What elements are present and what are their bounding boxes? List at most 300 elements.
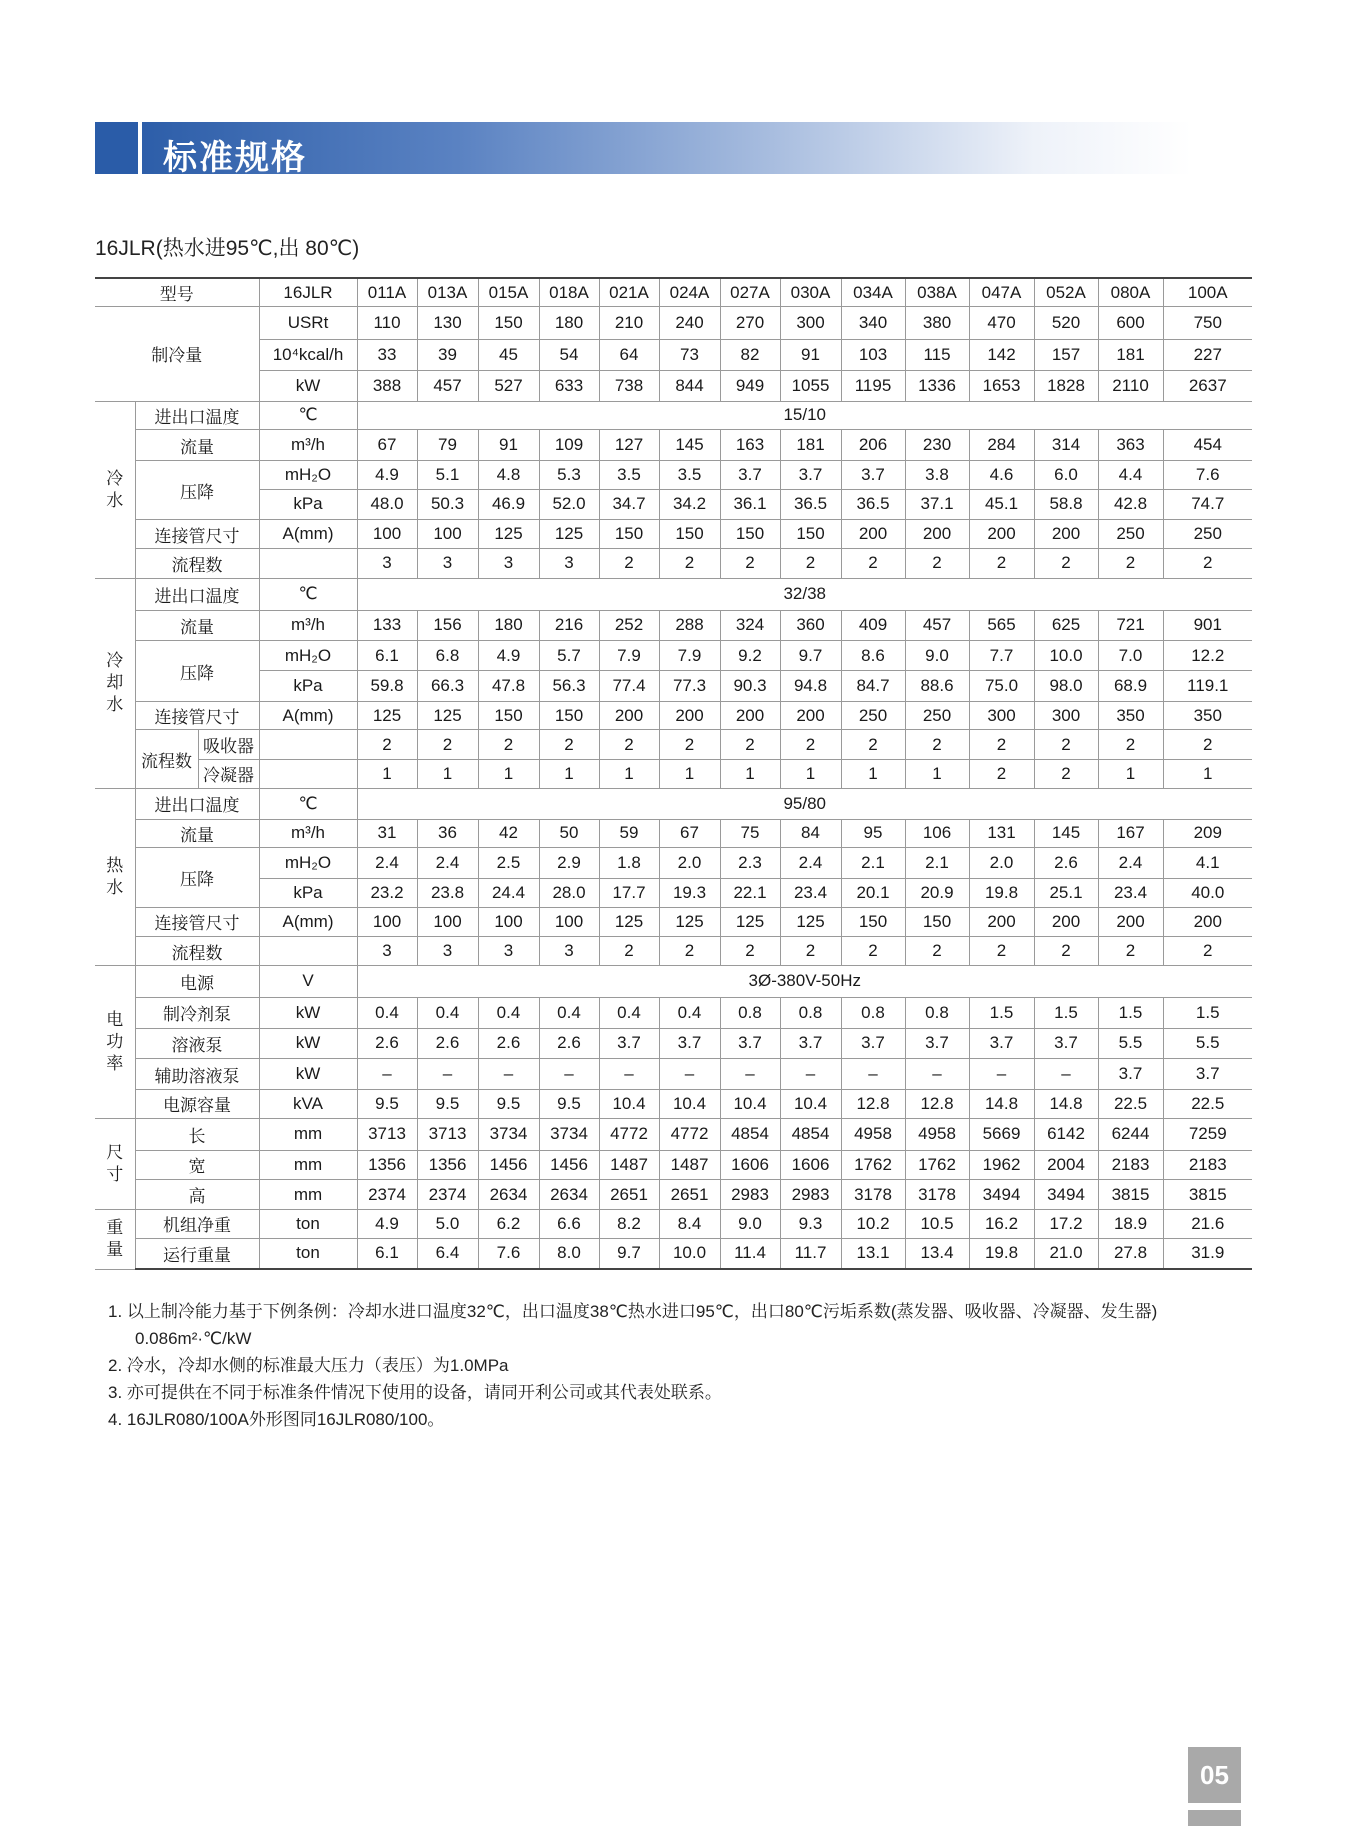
table-row [95,578,1252,610]
value-cell: 19.8 [969,1238,1034,1269]
value-cell: 314 [1034,430,1098,461]
row-label: 流程数 [135,730,198,788]
value-cell: 2.6 [1034,848,1098,879]
note-2: 2. 冷水，冷却水侧的标准最大压力（表压）为1.0MPa [108,1356,509,1375]
value-cell: 145 [659,430,720,461]
value-cell: 150 [659,520,720,549]
value-cell: 0.8 [720,997,780,1028]
unit-cell: kPa [259,671,357,702]
value-cell: 565 [969,610,1034,641]
value-cell: 4854 [780,1118,841,1150]
header-accent-block [95,122,138,174]
value-cell: 22.5 [1163,1090,1252,1119]
table-row [95,1150,1252,1180]
value-cell: 9.2 [720,641,780,671]
value-cell: 47.8 [478,671,539,702]
value-cell: 4958 [905,1118,969,1150]
value-cell: 200 [841,520,905,549]
value-cell: 163 [720,430,780,461]
value-cell: 12.8 [841,1090,905,1119]
unit-cell: A(mm) [259,701,357,730]
value-cell: 23.2 [357,878,417,907]
table-row [95,965,1252,997]
unit-cell: kW [259,1059,357,1090]
value-cell: 200 [1034,907,1098,937]
model-code: 047A [969,278,1034,307]
value-cell: 125 [357,701,417,730]
value-cell: 2 [969,937,1034,966]
row-label: 压降 [135,848,259,907]
value-cell: 3 [478,549,539,579]
value-cell: 6.2 [478,1209,539,1238]
value-cell: 340 [841,307,905,340]
value-cell: 150 [478,307,539,340]
value-cell: 36.5 [841,489,905,520]
value-cell: 2.0 [969,848,1034,879]
value-cell: 2 [1163,549,1252,579]
table-row [95,1059,1252,1090]
value-cell: 23.8 [417,878,478,907]
cooling-capacity-label: 制冷量 [95,307,259,401]
value-cell: 5.5 [1098,1028,1163,1059]
page-number: 05 [1188,1747,1241,1803]
table-row [95,278,1252,307]
row-label: 高 [135,1180,259,1210]
row-label: 连接管尺寸 [135,907,259,937]
value-cell: 2 [659,730,720,760]
value-cell: – [969,1059,1034,1090]
value-cell: 1 [780,760,841,789]
value-cell: 3.7 [659,1028,720,1059]
value-cell: 1 [1163,760,1252,789]
value-cell: 9.3 [780,1209,841,1238]
value-cell: 2 [969,730,1034,760]
value-cell: 2 [1163,937,1252,966]
value-cell: 1456 [478,1150,539,1180]
value-cell: 20.9 [905,878,969,907]
value-cell: 3.8 [905,460,969,489]
value-cell: 91 [478,430,539,461]
value-cell: 2.4 [357,848,417,879]
value-cell: 34.7 [599,489,659,520]
unit-cell: ℃ [259,788,357,819]
value-cell: 9.7 [780,641,841,671]
value-cell: 119.1 [1163,671,1252,702]
value-cell: 7.9 [599,641,659,671]
value-cell: 180 [478,610,539,641]
value-cell: 21.6 [1163,1209,1252,1238]
row-label: 电源 [135,965,259,997]
value-cell: 10.5 [905,1209,969,1238]
value-cell: 2 [357,730,417,760]
value-cell: 84.7 [841,671,905,702]
value-cell: 3.7 [969,1028,1034,1059]
value-cell: 9.5 [357,1090,417,1119]
value-cell: 46.9 [478,489,539,520]
value-cell: 156 [417,610,478,641]
value-cell: 2110 [1098,370,1163,401]
value-cell: 1 [357,760,417,789]
value-cell: 2.5 [478,848,539,879]
value-cell: 2 [905,549,969,579]
temp-value: 95/80 [357,788,1252,819]
value-cell: 0.4 [417,997,478,1028]
value-cell: 27.8 [1098,1238,1163,1269]
value-cell: 2.6 [357,1028,417,1059]
value-cell: 1055 [780,370,841,401]
value-cell: 209 [1163,819,1252,848]
value-cell: 18.9 [1098,1209,1163,1238]
value-cell: 250 [1163,520,1252,549]
value-cell: 39 [417,340,478,371]
row-label: 进出口温度 [135,788,259,819]
value-cell: 2 [1098,937,1163,966]
hot-water-group [95,788,135,965]
value-cell: 1606 [780,1150,841,1180]
value-cell: 9.5 [417,1090,478,1119]
value-cell: 66.3 [417,671,478,702]
value-cell: 2 [1098,549,1163,579]
model-code: 011A [357,278,417,307]
value-cell: 200 [780,701,841,730]
value-cell: 216 [539,610,599,641]
value-cell: 324 [720,610,780,641]
value-cell: 200 [969,520,1034,549]
table-row [95,671,1252,702]
table-row [95,610,1252,641]
value-cell: 94.8 [780,671,841,702]
value-cell: 520 [1034,307,1098,340]
value-cell: 3.7 [1163,1059,1252,1090]
unit-cell: V [259,965,357,997]
value-cell: 949 [720,370,780,401]
value-cell: 3 [417,549,478,579]
table-row [95,520,1252,549]
value-cell: 1 [539,760,599,789]
spec-table [95,277,1252,1270]
model-code: 024A [659,278,720,307]
value-cell: 5669 [969,1118,1034,1150]
value-cell: 9.5 [478,1090,539,1119]
value-cell: 3.7 [780,1028,841,1059]
value-cell: 10.0 [1034,641,1098,671]
value-cell: 8.4 [659,1209,720,1238]
value-cell: 8.6 [841,641,905,671]
value-cell: 10.4 [599,1090,659,1119]
value-cell: 200 [905,520,969,549]
unit-cell: kW [259,1028,357,1059]
value-cell: 67 [357,430,417,461]
value-cell: 901 [1163,610,1252,641]
value-cell: 11.4 [720,1238,780,1269]
value-cell: 454 [1163,430,1252,461]
value-cell: 7.7 [969,641,1034,671]
value-cell: 3 [478,937,539,966]
value-cell: 284 [969,430,1034,461]
value-cell: 6142 [1034,1118,1098,1150]
table-row [95,760,1252,789]
group-label: 冷水 [106,468,124,510]
value-cell: 150 [780,520,841,549]
notes [108,1298,1157,1433]
value-cell: 42 [478,819,539,848]
model-code: 100A [1163,278,1252,307]
value-cell: 9.0 [720,1209,780,1238]
unit-cell: m³/h [259,819,357,848]
value-cell: 50.3 [417,489,478,520]
value-cell: – [539,1059,599,1090]
value-cell: 2 [417,730,478,760]
value-cell: 74.7 [1163,489,1252,520]
value-cell: 142 [969,340,1034,371]
value-cell: 1 [841,760,905,789]
value-cell: 470 [969,307,1034,340]
table-row [95,1209,1252,1238]
unit-cell: mm [259,1180,357,1210]
value-cell: 3.7 [780,460,841,489]
unit-cell: kPa [259,878,357,907]
value-cell: 625 [1034,610,1098,641]
unit-cell: kVA [259,1090,357,1119]
value-cell: 2 [841,549,905,579]
value-cell: 2 [780,549,841,579]
value-cell: 37.1 [905,489,969,520]
value-cell: 7.6 [478,1238,539,1269]
value-cell: 125 [478,520,539,549]
value-cell: 125 [720,907,780,937]
value-cell: 3.7 [841,1028,905,1059]
value-cell: 1 [599,760,659,789]
value-cell: 1 [1098,760,1163,789]
value-cell: 1762 [841,1150,905,1180]
value-cell: 230 [905,430,969,461]
value-cell: 227 [1163,340,1252,371]
temp-value: 32/38 [357,578,1252,610]
value-cell: 4.9 [357,460,417,489]
row-label: 压降 [135,460,259,519]
value-cell: 45 [478,340,539,371]
dimensions-group [95,1118,135,1209]
value-cell: 2004 [1034,1150,1098,1180]
value-cell: 16.2 [969,1209,1034,1238]
value-cell: 380 [905,307,969,340]
value-cell: 633 [539,370,599,401]
row-label: 连接管尺寸 [135,520,259,549]
model-series: 16JLR [259,278,357,307]
value-cell: 82 [720,340,780,371]
table-row [95,878,1252,907]
value-cell: 2 [720,937,780,966]
chilled-water-group [95,401,135,578]
value-cell: 2 [905,730,969,760]
value-cell: 5.3 [539,460,599,489]
value-cell: 31.9 [1163,1238,1252,1269]
value-cell: 210 [599,307,659,340]
value-cell: 750 [1163,307,1252,340]
unit-cell: mH₂O [259,641,357,671]
table-row [95,788,1252,819]
value-cell: 388 [357,370,417,401]
model-code: 027A [720,278,780,307]
value-cell: 200 [659,701,720,730]
value-cell: 68.9 [1098,671,1163,702]
unit-cell: ton [259,1238,357,1269]
value-cell: 2 [599,937,659,966]
value-cell: 10.2 [841,1209,905,1238]
value-cell: 3.7 [1098,1059,1163,1090]
value-cell: 7.9 [659,641,720,671]
row-label: 流量 [135,430,259,461]
cooling-water-group [95,578,135,788]
value-cell: 409 [841,610,905,641]
value-cell: 3494 [1034,1180,1098,1210]
value-cell: 527 [478,370,539,401]
value-cell: 844 [659,370,720,401]
row-label: 辅助溶液泵 [135,1059,259,1090]
value-cell: – [599,1059,659,1090]
unit-cell: 10⁴kcal/h [259,340,357,371]
group-label: 尺寸 [106,1142,124,1184]
value-cell: 6.6 [539,1209,599,1238]
value-cell: 10.4 [659,1090,720,1119]
unit-cell: ton [259,1209,357,1238]
value-cell: 2 [659,937,720,966]
value-cell: 3.7 [1034,1028,1098,1059]
model-code: 021A [599,278,659,307]
value-cell: 181 [1098,340,1163,371]
value-cell: 1 [905,760,969,789]
value-cell: 2983 [720,1180,780,1210]
value-cell: 350 [1098,701,1163,730]
value-cell: 2.3 [720,848,780,879]
value-cell: 10.4 [780,1090,841,1119]
unit-cell: A(mm) [259,907,357,937]
value-cell: 5.0 [417,1209,478,1238]
value-cell: 100 [539,907,599,937]
value-cell: 7.0 [1098,641,1163,671]
value-cell: 2.4 [780,848,841,879]
value-cell: 2.6 [417,1028,478,1059]
value-cell: – [720,1059,780,1090]
value-cell: 600 [1098,307,1163,340]
note-4: 4. 16JLR080/100A外形图同16JLR080/100。 [108,1410,445,1429]
table-row [95,430,1252,461]
value-cell: 77.4 [599,671,659,702]
value-cell: 150 [841,907,905,937]
unit-cell: kPa [259,489,357,520]
value-cell: 200 [1163,907,1252,937]
value-cell: 59 [599,819,659,848]
value-cell: 75 [720,819,780,848]
value-cell: 34.2 [659,489,720,520]
value-cell: 145 [1034,819,1098,848]
value-cell: 7259 [1163,1118,1252,1150]
table-row [95,489,1252,520]
value-cell: 2 [1034,937,1098,966]
value-cell: 2.4 [1098,848,1163,879]
value-cell: 1.8 [599,848,659,879]
value-cell: 0.8 [905,997,969,1028]
value-cell: 2 [720,730,780,760]
value-cell: 59.8 [357,671,417,702]
value-cell: 300 [780,307,841,340]
value-cell: 5.7 [539,641,599,671]
value-cell: 67 [659,819,720,848]
value-cell: 73 [659,340,720,371]
value-cell: 457 [905,610,969,641]
value-cell: 0.4 [539,997,599,1028]
value-cell: 3 [539,549,599,579]
group-label: 重量 [106,1218,124,1260]
value-cell: 2 [659,549,720,579]
value-cell: 2 [1098,730,1163,760]
value-cell: 300 [969,701,1034,730]
value-cell: 125 [539,520,599,549]
value-cell: 2.6 [539,1028,599,1059]
value-cell: 2.9 [539,848,599,879]
value-cell: 1456 [539,1150,599,1180]
value-cell: 3178 [905,1180,969,1210]
value-cell: 23.4 [1098,878,1163,907]
value-cell: 130 [417,307,478,340]
value-cell: 2183 [1098,1150,1163,1180]
value-cell: 115 [905,340,969,371]
value-cell: 200 [599,701,659,730]
table-row [95,1090,1252,1119]
value-cell: 8.0 [539,1238,599,1269]
value-cell: 88.6 [905,671,969,702]
value-cell: 2 [478,730,539,760]
value-cell: 363 [1098,430,1163,461]
value-cell: 2.6 [478,1028,539,1059]
table-row [95,340,1252,371]
value-cell: 3 [539,937,599,966]
value-cell: 200 [1034,520,1098,549]
unit-cell: USRt [259,307,357,340]
value-cell: 200 [1098,907,1163,937]
row-label: 运行重量 [135,1238,259,1269]
group-label: 热水 [106,855,124,897]
table-row [95,819,1252,848]
value-cell: 150 [599,520,659,549]
row-label: 流程数 [135,937,259,966]
value-cell: 2637 [1163,370,1252,401]
value-cell: 40.0 [1163,878,1252,907]
table-subtitle: 16JLR(热水进95℃,出 80℃) [95,237,360,260]
note-1: 1. 以上制冷能力基于下例条例：冷却水进口温度32℃，出口温度38℃热水进口95℃，出口80℃污垢系数(蒸发器、吸收器、冷凝器、发生器) [108,1302,1158,1321]
model-code: 034A [841,278,905,307]
value-cell: 90.3 [720,671,780,702]
value-cell: 48.0 [357,489,417,520]
value-cell: 100 [417,907,478,937]
value-cell: 2 [841,730,905,760]
value-cell: 1356 [357,1150,417,1180]
row-sublabel: 吸收器 [198,730,259,760]
value-cell: 9.7 [599,1238,659,1269]
value-cell: 252 [599,610,659,641]
value-cell: 98.0 [1034,671,1098,702]
value-cell: 4854 [720,1118,780,1150]
value-cell: 3 [357,549,417,579]
value-cell: 150 [905,907,969,937]
value-cell: 3.5 [659,460,720,489]
value-cell: – [780,1059,841,1090]
note-1-cont: 0.086m²·℃/kW [135,1329,252,1348]
unit-cell: m³/h [259,610,357,641]
value-cell: 2983 [780,1180,841,1210]
value-cell: 17.7 [599,878,659,907]
value-cell: 10.4 [720,1090,780,1119]
